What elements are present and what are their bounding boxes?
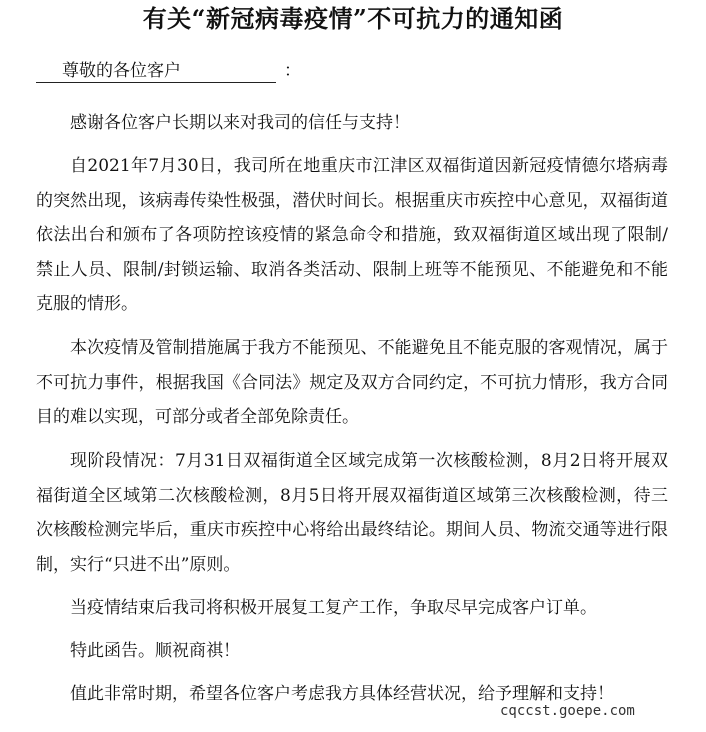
paragraph-thanks: 感谢各位客户长期以来对我司的信任与支持！ bbox=[70, 113, 410, 133]
paragraph-background: 自2021年7月30日，我司所在地重庆市江津区双福街道因新冠疫情德尔塔病毒的突然出现，该病毒传染性极强，潜伏时间长。根据重庆市疾控中心意见，双福街道依法出台和颁布了各项防控该疫情的紧急命令和措施，致双福街道区域出现了限制/禁止人员、限制/封锁运输、取消各类活动、限制上班等不能预见、不能避免和不能克服的情形。 bbox=[36, 156, 668, 314]
paragraph-resumption: 当疫情结束后我司将积极开展复工复产工作，争取尽早完成客户订单。 bbox=[70, 598, 597, 618]
paragraph-force-majeure: 本次疫情及管制措施属于我方不能预见、不能避免且不能克服的客观情况，属于不可抗力事件，根据我国《合同法》规定及双方合同约定，不可抗力情形，我方合同目的难以实现，可部分或者全部免除责任。 bbox=[36, 338, 668, 427]
salutation-recipient: 尊敬的各位客户 bbox=[36, 60, 276, 83]
watermark: cqccst.goepe.com bbox=[500, 703, 635, 719]
paragraph-current-status: 现阶段情况：7月31日双福街道全区域完成第一次核酸检测，8月2日将开展双福街道全区域第二次核酸检测，8月5日将开展双福街道区域第三次核酸检测，待三次核酸检测完毕后，重庆市疾控中心将给出最终结论。期间人员、物流交通等进行限制，实行“只进不出”原则。 bbox=[36, 451, 669, 575]
paragraph-closing: 特此函告。顺祝商祺！ bbox=[70, 641, 240, 661]
salutation-colon: ： bbox=[284, 61, 301, 81]
paragraph-request: 值此非常时期，希望各位客户考虑我方具体经营状况，给予理解和支持！ bbox=[70, 684, 614, 704]
salutation bbox=[36, 57, 301, 85]
document-title: 有关“新冠病毒疫情”不可抗力的通知函 bbox=[142, 4, 564, 33]
